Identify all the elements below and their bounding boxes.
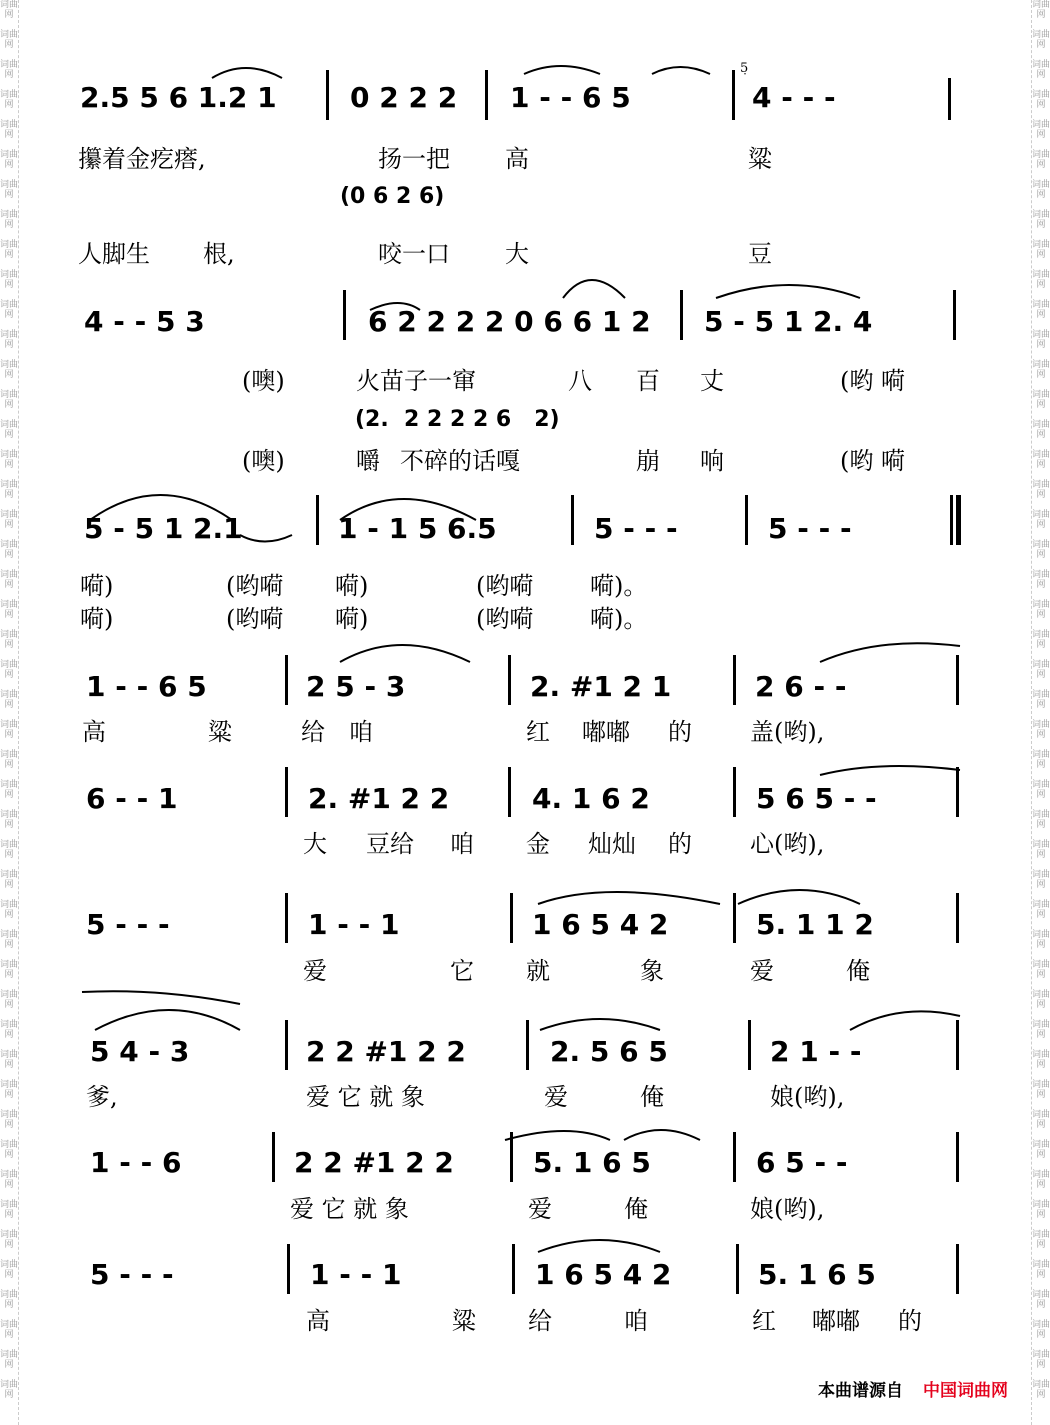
repeat-end-bar-thick — [956, 495, 961, 545]
lyric: 的 — [898, 1307, 922, 1335]
margin-text: 词曲网 — [0, 1230, 19, 1250]
lyric: 嘟嘟 — [582, 718, 630, 746]
margin-text: 词曲网 — [1032, 240, 1050, 260]
margin-text: 词曲网 — [0, 1050, 19, 1070]
bar-line — [748, 1020, 751, 1070]
notes-measure: 5. 1 1 2 — [756, 908, 874, 941]
notes-measure: 1 - - 1 — [308, 908, 400, 941]
margin-text: 词曲网 — [1032, 750, 1050, 770]
bar-line — [512, 1244, 515, 1294]
lyric: 嗬)。 — [590, 605, 648, 633]
lyric: 给 — [301, 718, 325, 746]
margin-text: 词曲网 — [0, 630, 19, 650]
margin-text: 词曲网 — [1032, 1260, 1050, 1280]
notes-measure: 4 - - 5 3 — [84, 305, 205, 338]
margin-text: 词曲网 — [0, 120, 19, 140]
lyric: 根, — [203, 240, 235, 268]
grace-note: 5̣ — [740, 61, 749, 76]
notes-measure: 1 - - 6 5 — [86, 670, 207, 703]
lyric: 爹, — [86, 1083, 118, 1111]
lyric: 攥着金疙瘩, — [78, 145, 206, 173]
source-footer — [818, 1376, 1008, 1401]
bar-line — [956, 1020, 959, 1070]
lyric: 粱 — [208, 718, 232, 746]
notes-measure: 2. 5 6 5 — [550, 1035, 668, 1068]
margin-text: 词曲网 — [1032, 1380, 1050, 1400]
margin-text: 词曲网 — [0, 810, 19, 830]
lyric: 爱 — [303, 957, 327, 985]
lyric: 爱 — [750, 957, 774, 985]
notes-measure: 2 2 #1 2 2 — [294, 1146, 454, 1179]
lyric: 象 — [640, 957, 664, 985]
bar-line — [733, 655, 736, 705]
margin-text: 词曲网 — [1032, 1350, 1050, 1370]
margin-text: 词曲网 — [0, 0, 19, 20]
lyric: 咬一口 — [378, 240, 450, 268]
bar-line — [956, 893, 959, 943]
alt-notes: (0 6 2 6) — [340, 184, 445, 209]
notes-measure: 5 - - - — [90, 1258, 174, 1291]
margin-text: 词曲网 — [1032, 360, 1050, 380]
bar-line — [956, 1132, 959, 1182]
notes-measure: 1 - - 6 5 — [510, 81, 631, 114]
lyric: 百 — [636, 367, 660, 395]
notes-measure: 1 6 5 4 2 — [535, 1258, 672, 1291]
bar-line — [510, 1132, 513, 1182]
lyric: 就 — [526, 957, 550, 985]
margin-text: 词曲网 — [1032, 300, 1050, 320]
lyric: 娘(哟), — [770, 1083, 845, 1111]
margin-text: 词曲网 — [0, 540, 19, 560]
bar-line — [508, 767, 511, 817]
lyric: 豆给 — [366, 830, 414, 858]
margin-text: 词曲网 — [1032, 150, 1050, 170]
lyric: 俺 — [624, 1195, 648, 1223]
notes-measure: 5 - - - — [594, 512, 678, 545]
margin-text: 词曲网 — [0, 330, 19, 350]
margin-text: 词曲网 — [1032, 0, 1050, 20]
margin-text: 词曲网 — [1032, 90, 1050, 110]
bar-line — [287, 1244, 290, 1294]
lyric: 嗬) — [80, 572, 114, 600]
margin-text: 词曲网 — [1032, 1020, 1050, 1040]
lyric: 它 — [450, 957, 474, 985]
margin-text: 词曲网 — [1032, 810, 1050, 830]
lyric: 的 — [668, 718, 692, 746]
margin-text: 词曲网 — [1032, 1320, 1050, 1340]
margin-text: 词曲网 — [0, 900, 19, 920]
margin-text: 词曲网 — [1032, 960, 1050, 980]
margin-text: 词曲网 — [1032, 1080, 1050, 1100]
lyric: 咱 — [349, 718, 373, 746]
bar-line — [733, 1132, 736, 1182]
bar-line — [956, 767, 959, 817]
lyric: 心(哟), — [750, 830, 825, 858]
margin-text: 词曲网 — [1032, 1050, 1050, 1070]
lyric: (噢) — [242, 447, 285, 475]
lyric: 灿灿 — [588, 830, 636, 858]
margin-text: 词曲网 — [1032, 270, 1050, 290]
lyric: 嗬)。 — [590, 572, 648, 600]
margin-text: 词曲网 — [1032, 840, 1050, 860]
bar-line — [956, 1244, 959, 1294]
margin-text: 词曲网 — [0, 210, 19, 230]
lyric: 扬一把 — [378, 145, 450, 173]
margin-text: 词曲网 — [0, 1260, 19, 1280]
margin-text: 词曲网 — [1032, 690, 1050, 710]
margin-text: 词曲网 — [0, 270, 19, 290]
margin-text: 词曲网 — [1032, 570, 1050, 590]
lyric: 爱 — [544, 1083, 568, 1111]
margin-text: 词曲网 — [1032, 180, 1050, 200]
margin-text: 词曲网 — [1032, 930, 1050, 950]
notes-measure: 5 6 5 - - — [756, 782, 877, 815]
bar-line — [526, 1020, 529, 1070]
lyric: 俺 — [846, 957, 870, 985]
right-margin-watermark — [1031, 0, 1050, 1425]
margin-text: 词曲网 — [1032, 660, 1050, 680]
margin-text: 词曲网 — [0, 450, 19, 470]
margin-text: 词曲网 — [0, 360, 19, 380]
bar-line — [733, 893, 736, 943]
notes-measure: 1 - - 6 — [90, 1146, 182, 1179]
lyric: (哟 嗬 — [840, 447, 905, 475]
lyric: 豆 — [748, 240, 772, 268]
margin-text: 词曲网 — [1032, 990, 1050, 1010]
margin-text: 词曲网 — [0, 750, 19, 770]
bar-line — [680, 290, 683, 340]
margin-text: 词曲网 — [1032, 30, 1050, 50]
margin-text: 词曲网 — [1032, 900, 1050, 920]
alt-notes: (2. 2 2 2 2 6 2) — [355, 407, 560, 432]
lyric: 人脚生 — [78, 240, 150, 268]
lyric: 高 — [306, 1307, 330, 1335]
margin-text: 词曲网 — [1032, 1230, 1050, 1250]
lyric: 响 — [700, 447, 724, 475]
lyric: 粱 — [452, 1307, 476, 1335]
lyric: 八 — [568, 367, 592, 395]
notes-measure: 4. 1 6 2 — [532, 782, 650, 815]
bar-line — [736, 1244, 739, 1294]
left-margin-watermark — [0, 0, 19, 1425]
lyric: 爱 — [528, 1195, 552, 1223]
notes-measure: 2.5 5 6 1.2 1 — [80, 81, 277, 114]
bar-line — [733, 767, 736, 817]
margin-text: 词曲网 — [0, 600, 19, 620]
lyric: 爱 它 就 象 — [290, 1195, 409, 1223]
margin-text: 词曲网 — [0, 990, 19, 1010]
margin-text: 词曲网 — [0, 1350, 19, 1370]
notes-measure: 0 2 2 2 — [350, 81, 458, 114]
margin-text: 词曲网 — [1032, 720, 1050, 740]
lyric: (哟嗬 — [476, 572, 534, 600]
margin-text: 词曲网 — [1032, 210, 1050, 230]
margin-text: 词曲网 — [1032, 540, 1050, 560]
lyric: (哟嗬 — [476, 605, 534, 633]
lyric: 嚼 — [356, 447, 380, 475]
notes-measure: 5 - 5 1 2.1 — [84, 512, 243, 545]
margin-text: 词曲网 — [0, 780, 19, 800]
notes-measure: 5 - 5 1 2. 4 — [704, 305, 873, 338]
notes-measure: 1 6 5 4 2 — [532, 908, 669, 941]
lyric: 崩 — [636, 447, 660, 475]
lyric: 俺 — [640, 1083, 664, 1111]
margin-text: 词曲网 — [0, 1110, 19, 1130]
margin-text: 词曲网 — [1032, 780, 1050, 800]
margin-text: 词曲网 — [0, 150, 19, 170]
bar-line — [732, 70, 735, 120]
notes-measure: 2 2 #1 2 2 — [306, 1035, 466, 1068]
bar-line — [485, 70, 488, 120]
margin-text: 词曲网 — [1032, 420, 1050, 440]
notes-measure: 2. #1 2 1 — [530, 670, 672, 703]
margin-text: 词曲网 — [0, 60, 19, 80]
lyric: 粱 — [748, 145, 772, 173]
margin-text: 词曲网 — [1032, 870, 1050, 890]
margin-text: 词曲网 — [0, 1080, 19, 1100]
margin-text: 词曲网 — [1032, 450, 1050, 470]
margin-text: 词曲网 — [0, 1140, 19, 1160]
margin-text: 词曲网 — [0, 840, 19, 860]
margin-text: 词曲网 — [0, 180, 19, 200]
notes-measure: 5 4 - 3 — [90, 1035, 190, 1068]
bar-line — [272, 1132, 275, 1182]
bar-line — [285, 1020, 288, 1070]
lyric: 火苗子一窜 — [356, 367, 476, 395]
lyric: 给 — [528, 1307, 552, 1335]
notes-measure: 6 2 2 2 2 0 6 6 1 2 — [368, 305, 651, 338]
notes-measure: 2 5 - 3 — [306, 670, 406, 703]
margin-text: 词曲网 — [1032, 1110, 1050, 1130]
notes-measure: 5. 1 6 5 — [533, 1146, 651, 1179]
lyric: 大 — [505, 240, 529, 268]
margin-text: 词曲网 — [0, 570, 19, 590]
margin-text: 词曲网 — [1032, 60, 1050, 80]
lyric: 娘(哟), — [750, 1195, 825, 1223]
margin-text: 词曲网 — [1032, 600, 1050, 620]
margin-text: 词曲网 — [0, 1170, 19, 1190]
lyric: 红 — [752, 1307, 776, 1335]
lyric: 盖(哟), — [750, 718, 825, 746]
margin-text: 词曲网 — [0, 870, 19, 890]
lyric: 不碎的话嘎 — [400, 447, 520, 475]
margin-text: 词曲网 — [0, 1200, 19, 1220]
margin-text: 词曲网 — [0, 240, 19, 260]
lyric: 的 — [668, 830, 692, 858]
margin-text: 词曲网 — [0, 300, 19, 320]
bar-line — [745, 495, 748, 545]
notes-measure: 5 - - - — [768, 512, 852, 545]
margin-text: 词曲网 — [1032, 510, 1050, 530]
bar-line — [285, 767, 288, 817]
lyric: 大 — [303, 830, 327, 858]
margin-text: 词曲网 — [0, 720, 19, 740]
bar-line — [343, 290, 346, 340]
bar-line — [948, 78, 951, 120]
bar-line — [510, 893, 513, 943]
margin-text: 词曲网 — [0, 390, 19, 410]
margin-text: 词曲网 — [0, 1290, 19, 1310]
lyric: (噢) — [242, 367, 285, 395]
bar-line — [285, 655, 288, 705]
margin-text: 词曲网 — [1032, 330, 1050, 350]
margin-text: 词曲网 — [1032, 390, 1050, 410]
lyric: 嗬) — [80, 605, 114, 633]
margin-text: 词曲网 — [0, 960, 19, 980]
lyric: 丈 — [700, 367, 724, 395]
bar-line — [956, 655, 959, 705]
margin-text: 词曲网 — [0, 930, 19, 950]
margin-text: 词曲网 — [1032, 630, 1050, 650]
lyric: 爱 它 就 象 — [306, 1083, 425, 1111]
repeat-end-bar — [950, 495, 953, 545]
notes-measure: 6 5 - - — [756, 1146, 848, 1179]
footer-source: 本曲谱源自 — [818, 1381, 903, 1401]
bar-line — [316, 495, 319, 545]
margin-text: 词曲网 — [0, 1380, 19, 1400]
notes-measure: 1 - - 1 — [310, 1258, 402, 1291]
margin-text: 词曲网 — [0, 1320, 19, 1340]
lyric: 金 — [526, 830, 550, 858]
lyric: (哟 嗬 — [840, 367, 905, 395]
lyric: 咱 — [624, 1307, 648, 1335]
margin-text: 词曲网 — [0, 90, 19, 110]
lyric: 嗬) — [335, 605, 369, 633]
margin-text: 词曲网 — [1032, 480, 1050, 500]
bar-line — [571, 495, 574, 545]
bar-line — [953, 290, 956, 340]
margin-text: 词曲网 — [0, 30, 19, 50]
bar-line — [508, 655, 511, 705]
margin-text: 词曲网 — [1032, 1140, 1050, 1160]
margin-text: 词曲网 — [1032, 1170, 1050, 1190]
footer-brand-link[interactable]: 中国词曲网 — [923, 1381, 1008, 1401]
lyric: 咱 — [450, 830, 474, 858]
margin-text: 词曲网 — [0, 510, 19, 530]
notes-measure: 5. 1 6 5 — [758, 1258, 876, 1291]
margin-text: 词曲网 — [0, 690, 19, 710]
lyric: 高 — [82, 718, 106, 746]
notes-measure: 1 - 1 5 6.5 — [338, 512, 497, 545]
margin-text: 词曲网 — [1032, 1290, 1050, 1310]
notes-measure: 6 - - 1 — [86, 782, 178, 815]
notes-measure: 2. #1 2 2 — [308, 782, 450, 815]
lyric: 嗬) — [335, 572, 369, 600]
notes-measure: 2 1 - - — [770, 1035, 862, 1068]
lyric: 红 — [526, 718, 550, 746]
bar-line — [326, 70, 329, 120]
lyric: (哟嗬 — [226, 572, 284, 600]
notes-measure: 5 - - - — [86, 908, 170, 941]
notes-measure: 2 6 - - — [755, 670, 847, 703]
notes-measure: 4 - - - — [752, 81, 836, 114]
lyric: 嘟嘟 — [812, 1307, 860, 1335]
margin-text: 词曲网 — [1032, 1200, 1050, 1220]
margin-text: 词曲网 — [0, 420, 19, 440]
lyric: 高 — [505, 145, 529, 173]
margin-text: 词曲网 — [0, 660, 19, 680]
margin-text: 词曲网 — [1032, 120, 1050, 140]
margin-text: 词曲网 — [0, 1020, 19, 1040]
bar-line — [285, 893, 288, 943]
margin-text: 词曲网 — [0, 480, 19, 500]
lyric: (哟嗬 — [226, 605, 284, 633]
